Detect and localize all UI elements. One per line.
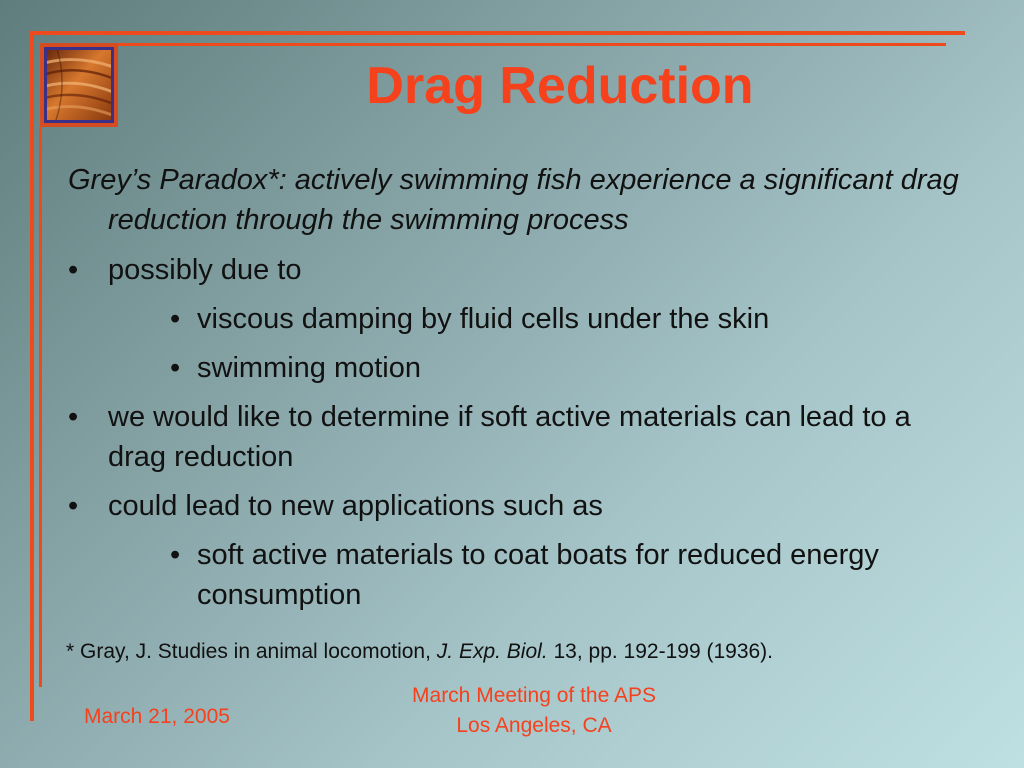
lead-statement: Grey’s Paradox*: actively swimming fish experience a significant drag reduction through the swimming process xyxy=(68,164,959,236)
citation-footnote xyxy=(66,640,773,664)
citation-journal: J. Exp. Biol. xyxy=(436,640,548,663)
citation-prefix: * Gray, J. Studies in animal locomotion, xyxy=(66,640,437,663)
slide-logo-image xyxy=(40,43,118,127)
logo-image-frame xyxy=(44,47,114,123)
footer-meeting-info xyxy=(384,681,684,741)
sub-bullet-text: viscous damping by fluid cells under the skin xyxy=(197,303,770,335)
footer-location: Los Angeles, CA xyxy=(456,714,612,737)
slide-title: Drag Reduction xyxy=(366,57,754,115)
bullet-text: we would like to determine if soft active materials can lead to a drag reduction xyxy=(108,401,911,473)
bullet-mark: • xyxy=(68,401,79,433)
frame-top-inner-line xyxy=(118,43,946,46)
sub-bullet-item xyxy=(68,535,968,615)
bullet-mark: • xyxy=(170,303,181,335)
frame-top-line xyxy=(30,31,965,35)
sub-bullet-text: soft active materials to coat boats for reduced energy consumption xyxy=(197,539,879,611)
bullet-mark: • xyxy=(68,254,79,286)
bullet-item xyxy=(68,486,968,526)
bullet-item xyxy=(68,250,968,290)
footer-date: March 21, 2005 xyxy=(84,705,230,728)
bullet-item xyxy=(68,397,968,477)
citation-suffix: 13, pp. 192-199 (1936). xyxy=(547,640,774,663)
sub-bullet-item xyxy=(68,348,968,388)
bullet-mark: • xyxy=(68,490,79,522)
fish-scales-image xyxy=(47,50,111,120)
bullet-mark: • xyxy=(170,352,181,384)
bullet-text: possibly due to xyxy=(108,254,302,286)
slide-body xyxy=(68,160,968,624)
frame-left-inner-line xyxy=(39,127,42,687)
bullet-text: could lead to new applications such as xyxy=(108,490,603,522)
sub-bullet-text: swimming motion xyxy=(197,352,421,384)
bullet-mark: • xyxy=(170,539,181,571)
sub-bullet-item xyxy=(68,299,968,339)
frame-left-line xyxy=(30,31,34,721)
footer-meeting-name: March Meeting of the APS xyxy=(412,684,656,707)
